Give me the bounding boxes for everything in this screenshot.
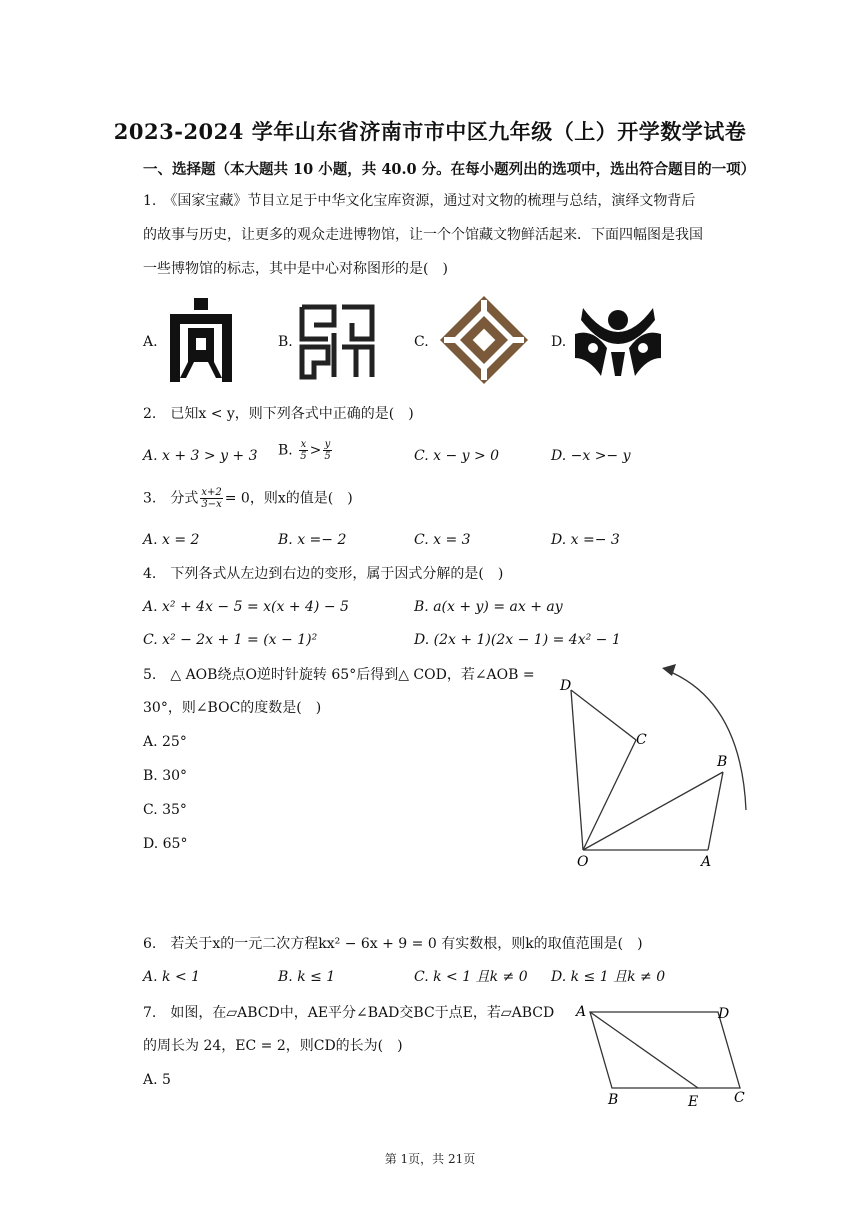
q5-label-b: B [717,754,728,770]
q2-stem: 2. 已知x < y，则下列各式中正确的是( ) [143,406,414,422]
q1-line2: 的故事与历史，让更多的观众走进博物馆，让一个个馆藏文物鲜活起来．下面四幅图是我国 [143,227,703,243]
q4-option-c: C. x² − 2x + 1 = (x − 1)² [143,632,318,648]
q4-option-a: A. x² + 4x − 5 = x(x + 4) − 5 [143,599,349,615]
q3-option-a: A. x = 2 [143,532,200,548]
q5-label-o: O [577,854,589,870]
q1-option-c-label: C. [414,334,429,350]
q3-fraction: $\frac{x+2}{3-x}$ [201,487,222,510]
q6-option-a: A. k < 1 [143,969,201,985]
q5-line2: 30°，则∠BOC的度数是( ) [143,700,322,716]
q3-option-b: B. x =− 2 [278,532,347,548]
q5-option-a: A. 25° [143,734,187,750]
q3-option-c: C. x = 3 [414,532,471,548]
q3-stem-post: = 0，则x的值是( ) [224,490,353,507]
q7-line1: 7. 如图，在▱ABCD中，AE平分∠BAD交BC于点E，若▱ABCD [143,1005,555,1021]
q5-label-a: A [701,854,712,870]
q5-label-d: D [560,678,572,694]
q7-label-b: B [608,1092,619,1108]
q7-option-a: A. 5 [143,1072,171,1088]
q5-line1: 5. △ AOB绕点O逆时针旋转 65°后得到△ COD，若∠AOB = [143,667,535,683]
museum-logo-c [440,296,528,384]
q3-stem-pre: 3. 分式 [143,490,199,507]
museum-logo-b [298,303,376,381]
q7-parallelogram-figure [572,1000,752,1110]
q4-option-b: B. a(x + y) = ax + ay [414,599,563,615]
q5-label-c: C [636,732,647,748]
q5-option-d: D. 65° [143,836,188,852]
q4-stem: 4. 下列各式从左边到右边的变形，属于因式分解的是( ) [143,566,504,582]
q7-label-d: D [718,1006,730,1022]
q2-option-b-label: B. [278,442,293,459]
q7-label-e: E [688,1094,699,1110]
q4-option-d: D. (2x + 1)(2x − 1) = 4x² − 1 [414,632,621,648]
q2-option-a: A. x + 3 > y + 3 [143,448,258,464]
q2-fraction-x5: $\frac{x}{5}$ [300,439,307,462]
q2-fraction-y5: $\frac{y}{5}$ [324,439,331,462]
q6-option-d: D. k ≤ 1 且k ≠ 0 [551,969,666,985]
q2-option-c: C. x − y > 0 [414,448,500,464]
q7-label-a: A [576,1004,587,1020]
museum-logo-d [573,298,663,378]
q3-stem [143,487,353,510]
section-heading: 一、选择题（本大题共 10 小题，共 40.0 分。在每小题列出的选项中，选出符合题目的一项） [143,161,756,178]
q7-label-c: C [734,1090,745,1106]
q1-option-b-label: B. [278,334,293,350]
q5-rotation-figure [556,660,756,872]
q2-option-d: D. −x >− y [551,448,631,464]
q2-option-b [278,439,334,462]
q1-line1: 1. 《国家宝藏》节目立足于中华文化宝库资源，通过对文物的梳理与总结，演绎文物背后 [143,193,696,209]
q1-option-a-label: A. [143,334,158,350]
page-title: 2023-2024 学年山东省济南市市中区九年级（上）开学数学试卷 [113,119,747,144]
q7-line2: 的周长为 24，EC = 2，则CD的长为( ) [143,1038,403,1054]
q5-option-b: B. 30° [143,768,188,784]
q6-option-b: B. k ≤ 1 [278,969,336,985]
q3-option-d: D. x =− 3 [551,532,620,548]
q6-stem: 6. 若关于x的一元二次方程kx² − 6x + 9 = 0 有实数根，则k的取值范围是( ) [143,936,643,952]
museum-logo-a [164,298,238,382]
page-footer: 第 1页，共 21页 [384,1152,476,1166]
q2-greater-sign: > [309,442,322,459]
q1-option-d-label: D. [551,334,567,350]
q6-option-c: C. k < 1 且k ≠ 0 [414,969,528,985]
q5-option-c: C. 35° [143,802,187,818]
q1-line3: 一些博物馆的标志，其中是中心对称图形的是( ) [143,261,448,277]
